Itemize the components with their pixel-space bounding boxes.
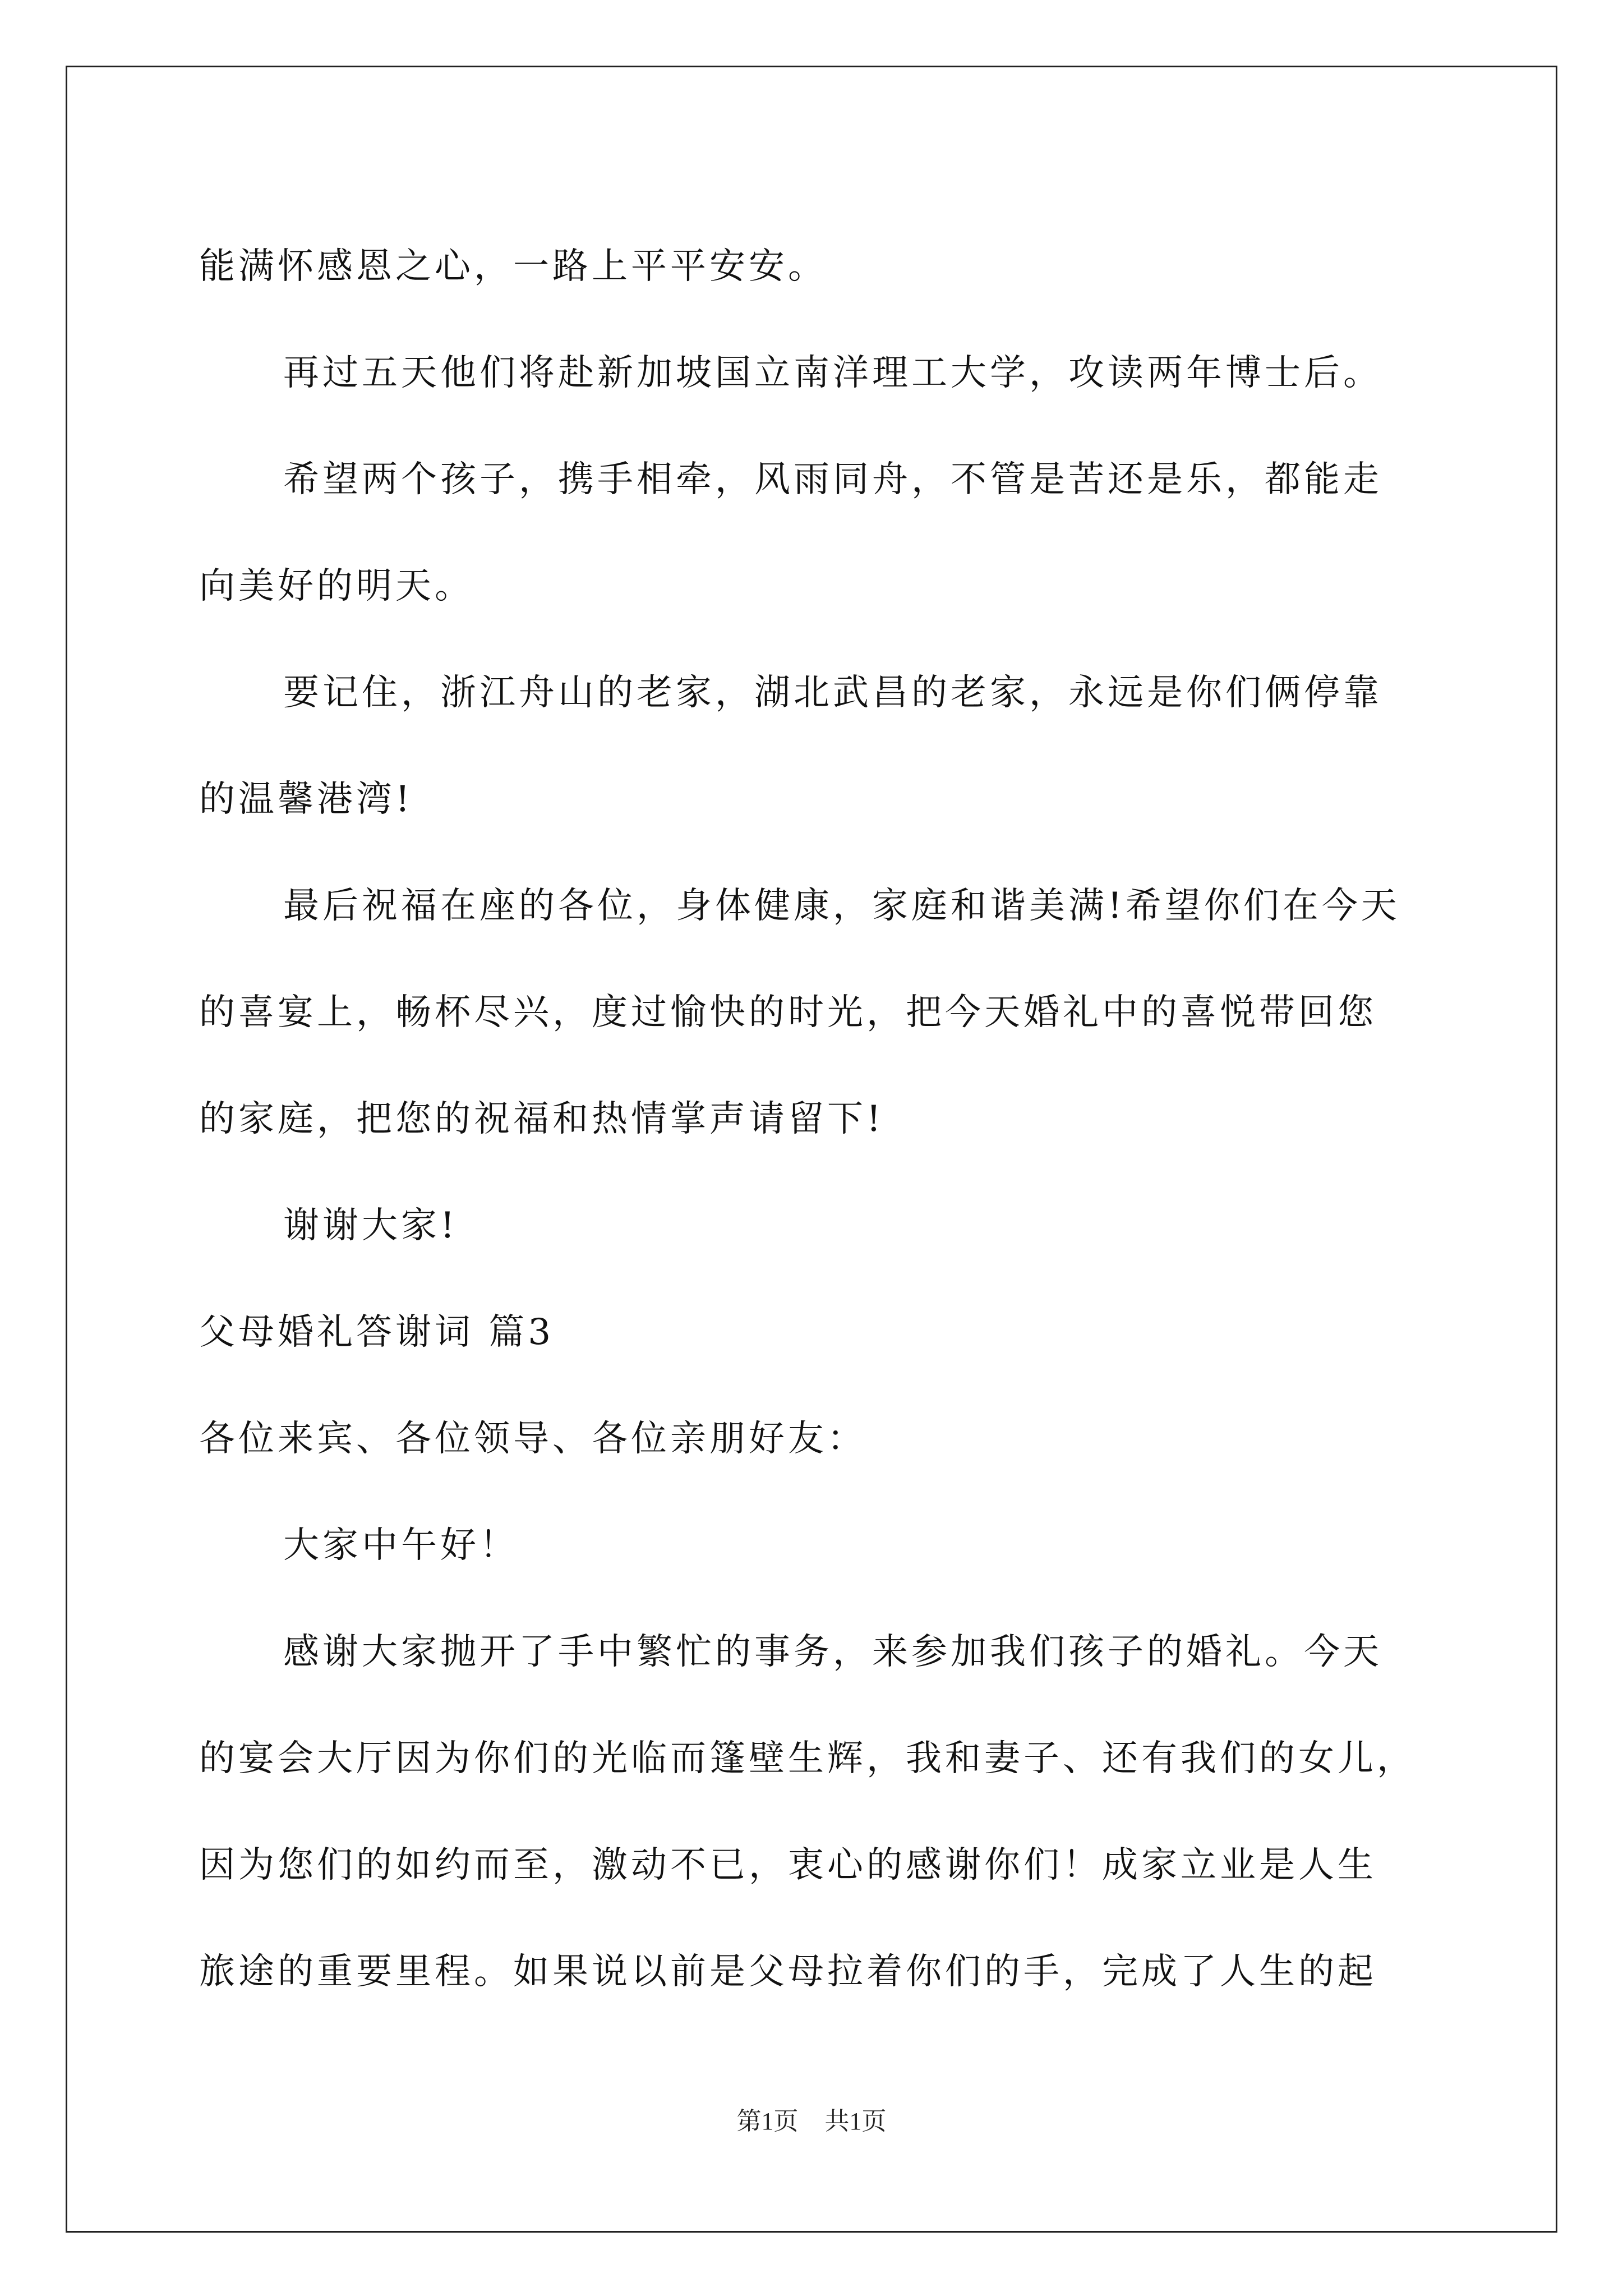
page-footer (0, 2101, 1623, 2137)
text-line: 的宴会大厅因为你们的光临而篷壁生辉，我和妻子、还有我们的女儿， (199, 1738, 1416, 1779)
paragraph-line: 最后祝福在座的各位，身体健康，家庭和谐美满!希望你们在今天 (283, 885, 1400, 927)
paragraph-line: 感谢大家抛开了手中繁忙的事务，来参加我们孩子的婚礼。今天 (283, 1631, 1382, 1673)
text-line: 的喜宴上，畅杯尽兴，度过愉快的时光，把今天婚礼中的喜悦带回您 (199, 992, 1377, 1033)
text-line: 的温馨港湾! (199, 779, 413, 820)
page-total: 共1页 (824, 2108, 887, 2135)
text-line: 能满怀感恩之心，一路上平平安安。 (199, 246, 827, 287)
text-line: 因为您们的如约而至，激动不已，衷心的感谢你们！成家立业是人生 (199, 1844, 1377, 1886)
page-number: 第1页 (736, 2108, 799, 2135)
salutation: 各位来宾、各位领导、各位亲朋好友： (199, 1418, 866, 1460)
text-line: 的家庭，把您的祝福和热情掌声请留下! (199, 1098, 884, 1140)
paragraph-line: 要记住，浙江舟山的老家，湖北武昌的老家，永远是你们俩停靠 (283, 672, 1382, 714)
section-heading: 父母婚礼答谢词 篇3 (199, 1312, 555, 1353)
paragraph-line: 谢谢大家! (283, 1205, 458, 1246)
greeting: 大家中午好！ (283, 1525, 519, 1566)
text-line: 旅途的重要里程。如果说以前是父母拉着你们的手，完成了人生的起 (199, 1951, 1377, 1993)
text-line: 向美好的明天。 (199, 565, 474, 607)
document-body (199, 213, 1433, 2025)
paragraph-line: 希望两个孩子，携手相牵，风雨同舟，不管是苦还是乐，都能走 (283, 459, 1382, 500)
paragraph-line: 再过五天他们将赴新加坡国立南洋理工大学，攻读两年博士后。 (283, 352, 1382, 394)
